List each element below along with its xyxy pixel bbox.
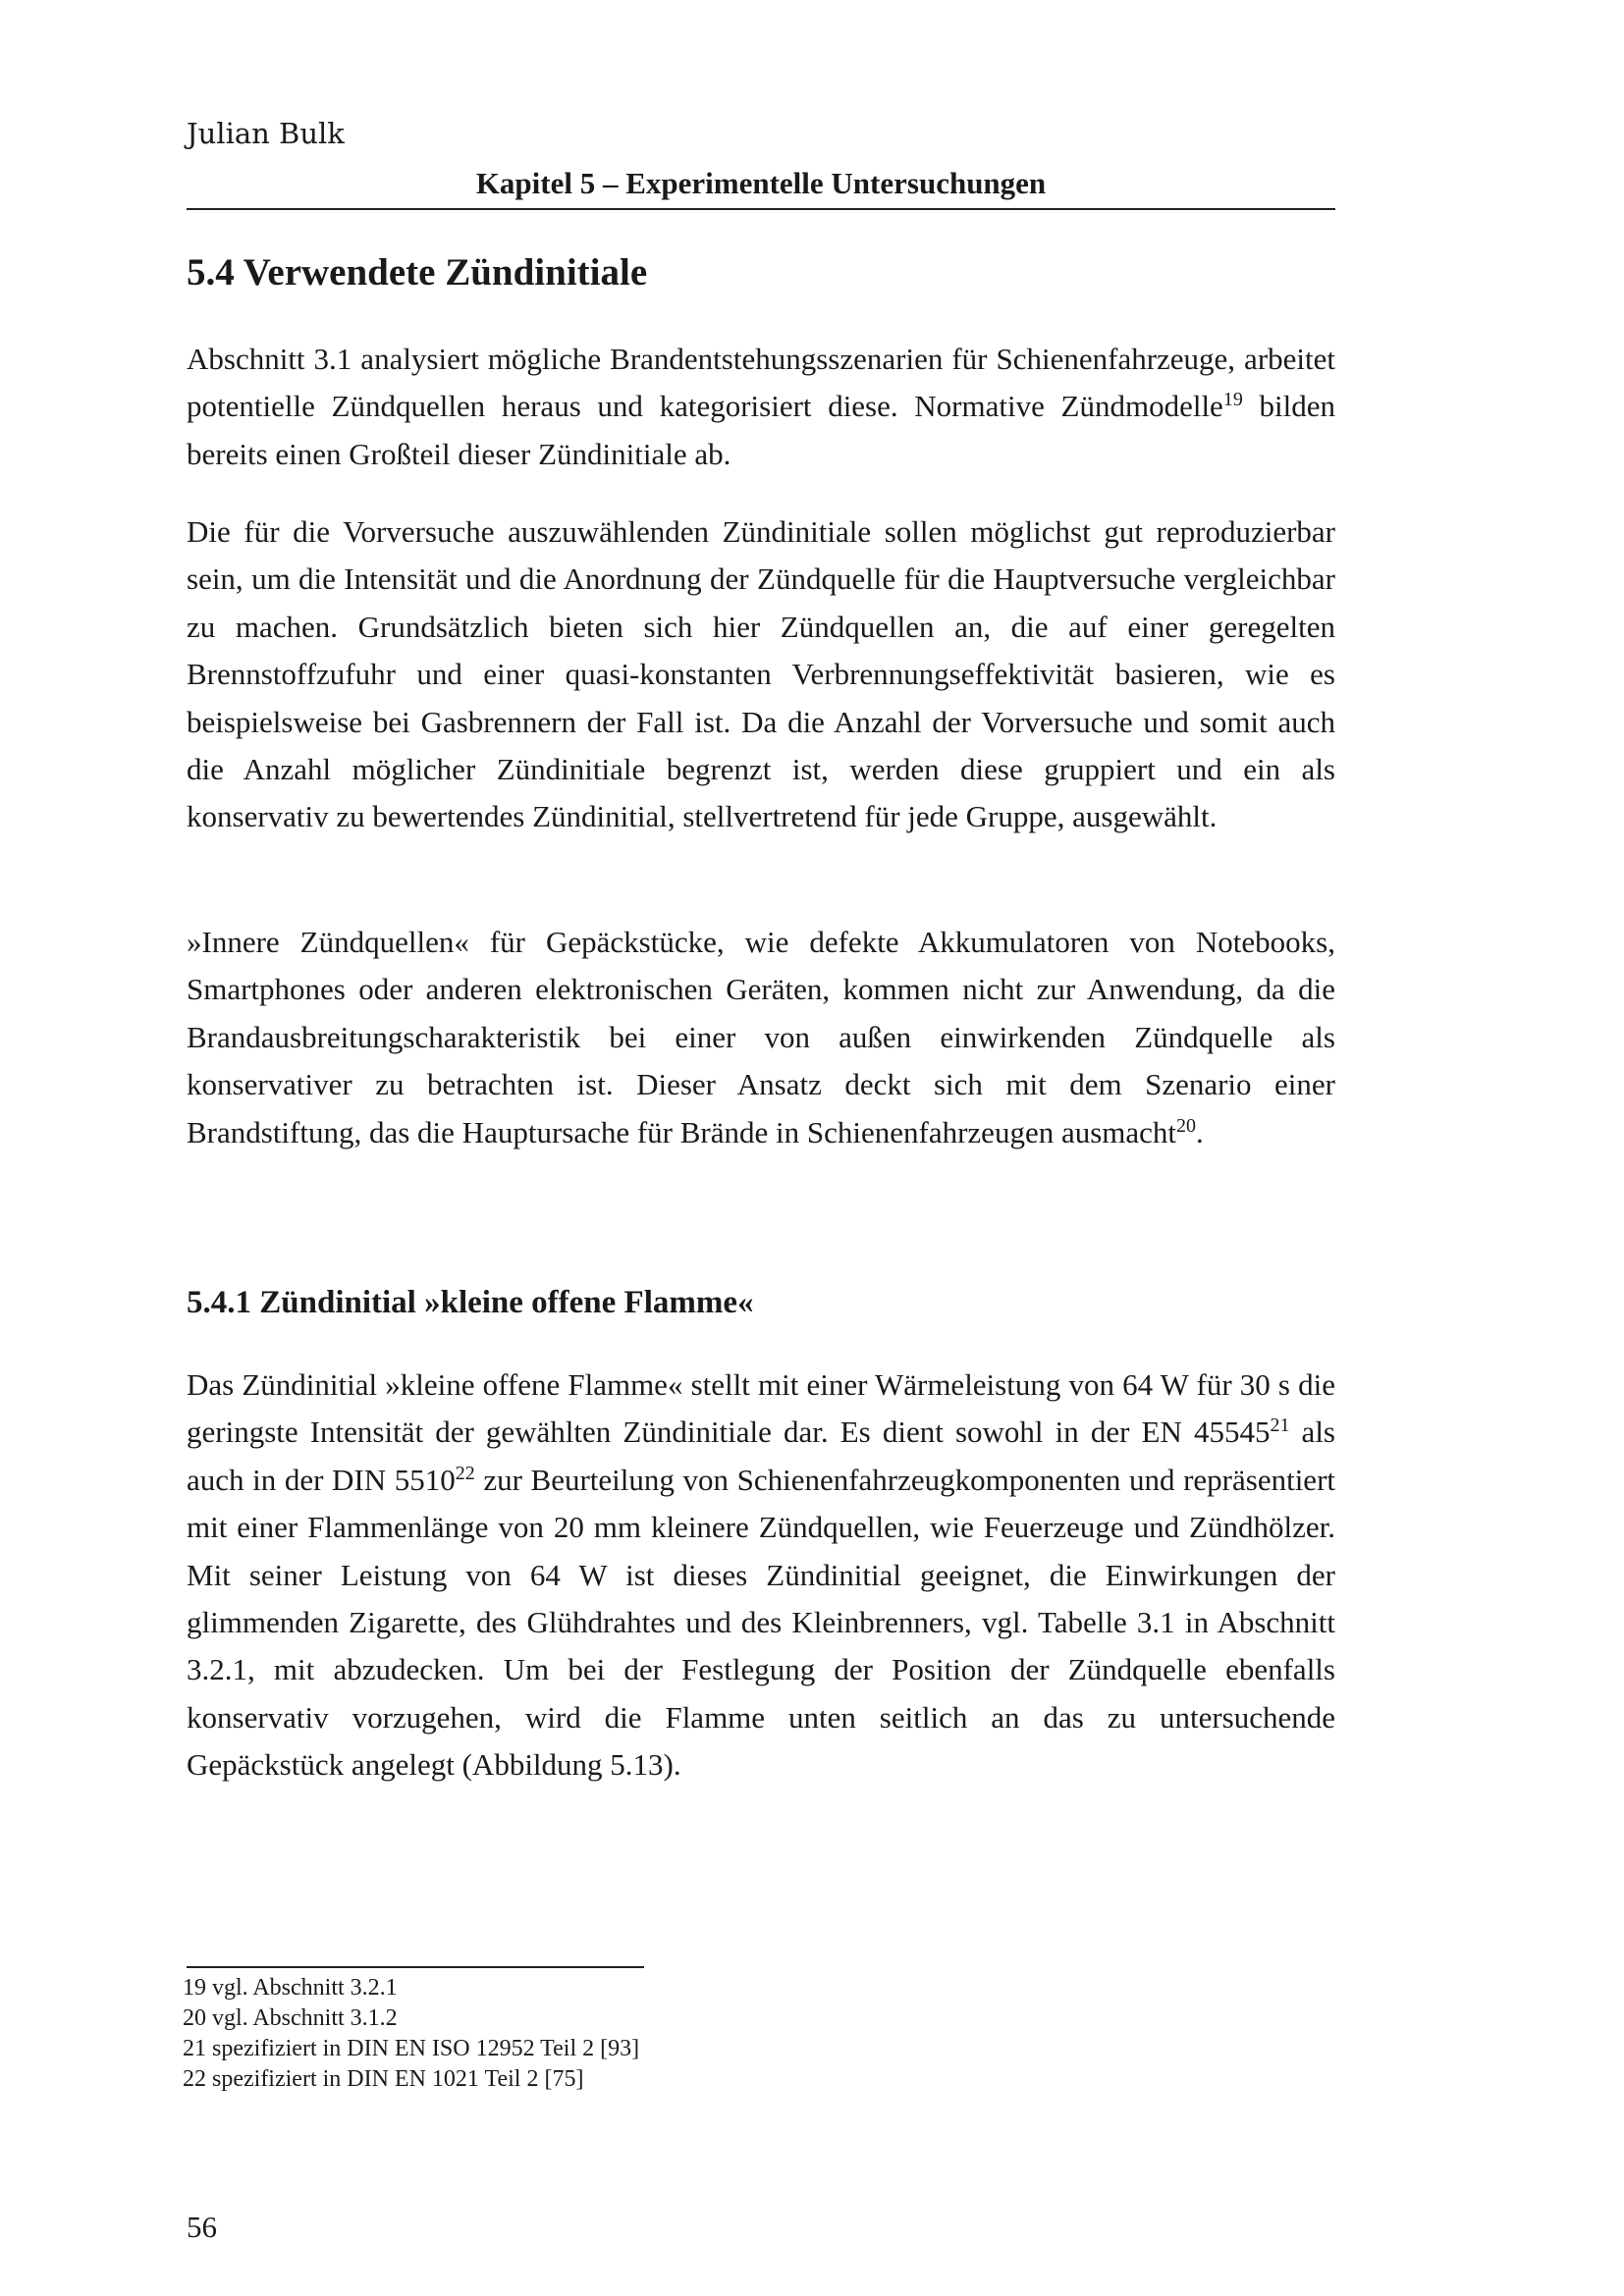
paragraph-text: »Innere Zündquellen« für Gepäckstücke, wie defekte Akkumulatoren von Notebooks, Smartphones oder anderen elektronischen Geräten, kommen nicht zur Anwendung, da die Brandausbreitungscharakteristik bei einer von außen einwirkenden Zündquelle als konservativer zu betrachten ist. Dieser Ansatz deckt sich mit dem Szenario einer Brandstiftung, das die Hauptursache für Brände in Schienenfahrzeugen ausmacht xyxy=(187,925,1335,1149)
paragraph-4 xyxy=(187,1362,1335,1789)
paragraph-text: . xyxy=(1196,1114,1204,1149)
page-number: 56 xyxy=(187,2210,217,2244)
paragraph-2: Die für die Vorversuche auszuwählenden Zündinitiale sollen möglichst gut reproduzierbar sein, um die Intensität und die Anordnung der Zündquelle für die Hauptversuche vergleichbar zu machen. Grundsätzlich bieten sich hier Zündquellen an, die auf einer geregelten Brennstoffzufuhr und einer quasi-konstanten Verbrennungseffektivität basieren, wie es beispielsweise bei Gasbrennern der Fall ist. Da die Anzahl der Vorversuche und somit auch die Anzahl möglicher Zündinitiale begrenzt ist, werden diese gruppiert und ein als konservativ zu bewertendes Zündinitial, stellvertretend für jede Gruppe, ausgewählt. xyxy=(187,514,1335,834)
footnotes xyxy=(183,1973,639,2095)
paragraph-text: Das Zündinitial »kleine offene Flamme« stellt mit einer Wärmeleistung von 64 W für 30 s die geringste Intensität der gewählten Zündinitiale dar. Es dient sowohl in der EN 45545 xyxy=(187,1367,1335,1450)
section-title: 5.4 Verwendete Zündinitiale xyxy=(187,251,648,294)
footnote-ref-22: 22 xyxy=(455,1462,475,1484)
footnote-ref-19: 19 xyxy=(1222,389,1243,411)
footnote-22: 22 spezifiziert in DIN EN 1021 Teil 2 [75] xyxy=(183,2066,584,2092)
paragraph-3 xyxy=(187,919,1335,1156)
footnote-20: 20 vgl. Abschnitt 3.1.2 xyxy=(183,2005,398,2031)
footnote-19: 19 vgl. Abschnitt 3.2.1 xyxy=(183,1975,398,2001)
subsection-title: 5.4.1 Zündinitial »kleine offene Flamme« xyxy=(187,1285,754,1320)
paragraph-text: als auch in der DIN 5510 xyxy=(187,1415,1335,1497)
paragraph-text: zur Beurteilung von Schienenfahrzeugkomponenten und repräsentiert mit einer Flammenlänge von 20 mm kleinere Zündquellen, wie Feuerzeuge und Zündhölzer. Mit seiner Leistung von 64 W ist dieses Zündinitial geeignet, die Einwirkungen der glimmenden Zigarette, des Glühdrahtes und des Kleinbrenners, vgl. Tabelle 3.1 in Abschnitt 3.2.1, mit abzudecken. Um bei der Festlegung der Position der Zündquelle ebenfalls konservativ vorzugehen, wird die Flamme unten seitlich an das zu untersuchende Gepäckstück angelegt (Abbildung 5.13). xyxy=(187,1462,1336,1783)
running-header-author: Julian Bulk xyxy=(187,117,345,150)
paragraph-text: bilden bereits einen Großteil dieser Zündinitiale ab. xyxy=(187,389,1335,471)
footnote-ref-21: 21 xyxy=(1270,1415,1290,1437)
paragraph-text: Abschnitt 3.1 analysiert mögliche Brandentstehungsszenarien für Schienenfahrzeuge, arbeitet potentielle Zündquellen heraus und kategorisiert diese. Normative Zündmodelle xyxy=(187,342,1335,424)
footnote-21: 21 spezifiziert in DIN EN ISO 12952 Teil 2 [93] xyxy=(183,2036,640,2061)
footnote-ref-20: 20 xyxy=(1176,1114,1197,1137)
running-header-chapter: Kapitel 5 – Experimentelle Untersuchungen xyxy=(475,166,1047,200)
header-rule xyxy=(187,208,1335,210)
paragraph-1 xyxy=(187,336,1335,478)
footnote-rule xyxy=(187,1966,644,1968)
